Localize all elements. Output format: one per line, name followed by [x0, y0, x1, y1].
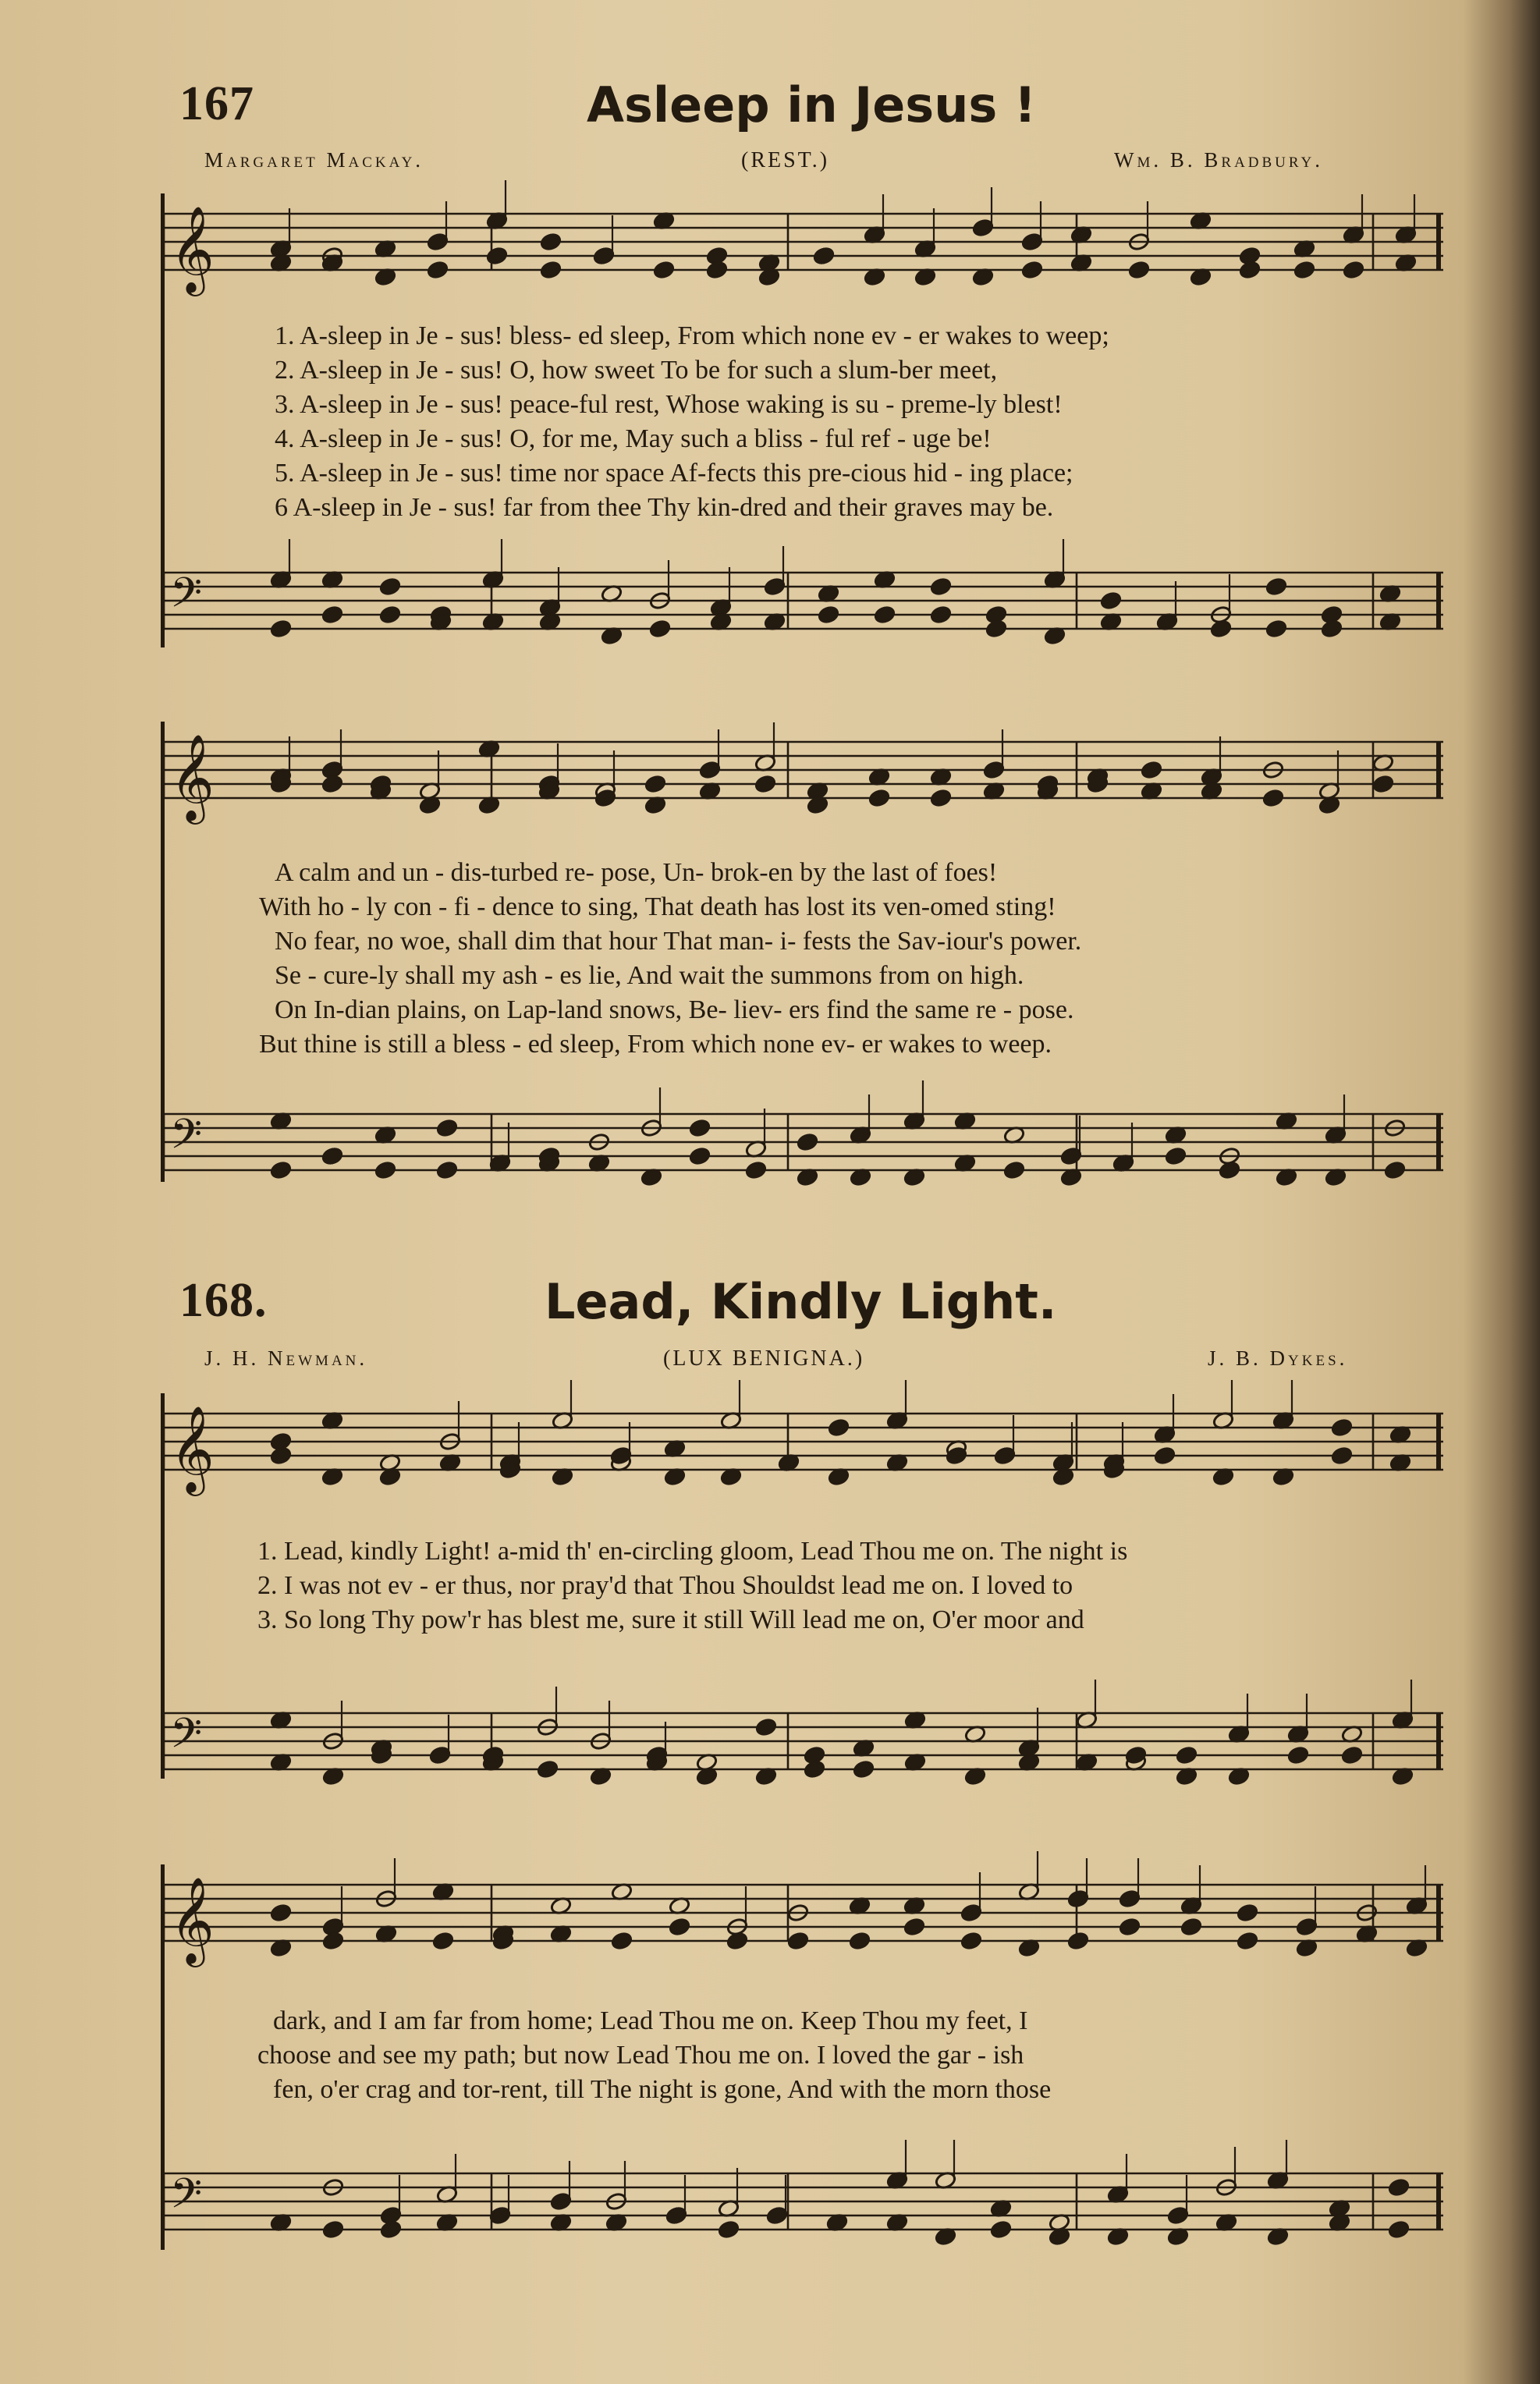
system-bracket: [161, 1864, 165, 2250]
note-head: [1021, 261, 1044, 280]
lyric-verse-5: On In-dian plains, on Lap-land snows, Be- liev- ers find the same re - pose.: [275, 995, 1074, 1024]
system-bracket: [161, 193, 165, 647]
hymn-tune: (LUX BENIGNA.): [663, 1346, 865, 1371]
note-head: [1237, 1903, 1259, 1923]
note-head: [874, 605, 896, 625]
lyric-verse-1: dark, and I am far from home; Lead Thou me on. Keep Thou my feet, I: [273, 2006, 1028, 2035]
note-head: [1372, 775, 1395, 794]
note-head: [380, 2220, 403, 2240]
note-head: [689, 1119, 711, 1138]
note-head: [1331, 1418, 1354, 1438]
note-head: [1003, 1161, 1026, 1180]
bass-clef-icon: 𝄢: [170, 1111, 203, 1169]
note-head: [540, 261, 562, 280]
note-head: [1210, 619, 1233, 639]
note-head: [321, 775, 344, 794]
note-head: [374, 1161, 397, 1180]
note-head: [270, 619, 293, 639]
note-head: [486, 247, 509, 266]
lyric-verse-2: 2. I was not ev - er thus, nor pray'd that Thou Shouldst lead me on. I loved to: [257, 1571, 1073, 1600]
treble-staff: [164, 205, 1443, 293]
note-head: [868, 789, 891, 808]
lyric-verse-2: 2. A-sleep in Je - sus! O, how sweet To be for such a slum-ber meet,: [275, 356, 998, 385]
bass-staff: [164, 1109, 1443, 1184]
note-head: [649, 619, 672, 639]
note-head: [427, 261, 449, 280]
note-head: [1287, 1746, 1310, 1765]
note-head: [930, 605, 953, 625]
note-head: [1321, 619, 1343, 639]
note-head: [436, 1161, 459, 1180]
hymn-composer: J. B. Dykes.: [1208, 1346, 1348, 1370]
note-head: [990, 2220, 1013, 2240]
hymn-composer: Wm. B. Bradbury.: [1114, 148, 1324, 172]
bass-clef-icon: 𝄢: [170, 1710, 203, 1768]
note-head: [1128, 261, 1151, 280]
treble-clef-icon: 𝄞: [170, 1405, 215, 1492]
note-head: [797, 1133, 819, 1152]
note-head: [828, 1418, 850, 1438]
lyric-verse-3: No fear, no woe, shall dim that hour That man- i- fests the Sav-iour's power.: [275, 927, 1082, 956]
system-bracket: [161, 1393, 165, 1779]
treble-clef-icon: 𝄞: [170, 733, 215, 821]
note-head: [379, 605, 402, 625]
note-head: [1265, 577, 1288, 597]
note-head: [1239, 261, 1261, 280]
note-head: [903, 1917, 926, 1937]
hymn-tune: (REST.): [741, 148, 830, 172]
note-head: [689, 1147, 711, 1166]
note-head: [813, 247, 836, 266]
note-head: [1341, 1746, 1364, 1765]
note-head: [745, 1161, 768, 1180]
bass-staff: [164, 2169, 1443, 2244]
lyric-verse-3: 3. So long Thy pow'r has blest me, sure it still Will lead me on, O'er moor and: [257, 1605, 1084, 1634]
system-bracket: [161, 722, 165, 1182]
note-head: [540, 232, 562, 252]
note-head: [1100, 591, 1123, 611]
hymn-number: 167: [179, 77, 254, 130]
bass-clef-icon: 𝄢: [170, 569, 203, 627]
lyric-verse-2: With ho - ly con - fi - dence to sing, That death has lost its ven-omed sting!: [259, 892, 1056, 921]
bass-clef-icon: 𝄢: [170, 2170, 203, 2228]
note-head: [1067, 1932, 1090, 1951]
note-head: [321, 605, 344, 625]
note-head: [1154, 1446, 1176, 1466]
lyric-verse-4: 4. A-sleep in Je - sus! O, for me, May such a bliss - ful ref - uge be!: [275, 424, 992, 453]
note-head: [853, 1760, 875, 1779]
note-head: [1388, 2220, 1410, 2240]
note-head: [653, 261, 676, 280]
hymn-author: Margaret Mackay.: [204, 148, 424, 172]
note-head: [754, 775, 777, 794]
lyric-verse-3: 3. A-sleep in Je - sus! peace-ful rest, Whose waking is su - preme-ly blest!: [275, 390, 1063, 419]
note-head: [1265, 619, 1288, 639]
note-head: [755, 1718, 778, 1737]
treble-clef-icon: 𝄞: [170, 1876, 215, 1964]
note-head: [1219, 1161, 1241, 1180]
note-head: [322, 2220, 345, 2240]
lyric-verse-1: 1. Lead, kindly Light! a-mid th' en-circling gloom, Lead Thou me on. The night is: [257, 1537, 1128, 1566]
note-head: [1343, 261, 1365, 280]
note-head: [1331, 1446, 1354, 1466]
note-head: [432, 1932, 455, 1951]
hymn-number: 168.: [179, 1274, 268, 1327]
bass-staff: [164, 1708, 1443, 1783]
note-head: [321, 1147, 344, 1166]
bass-staff: [164, 568, 1443, 643]
note-head: [1176, 1746, 1198, 1765]
note-head: [611, 1932, 633, 1951]
treble-clef-icon: 𝄞: [170, 205, 215, 293]
lyric-verse-2: choose and see my path; but now Lead Thou me on. I loved the gar - ish: [257, 2041, 1024, 2070]
lyric-verse-1: A calm and un - dis-turbed re- pose, Un- brok-en by the last of foes!: [275, 858, 998, 887]
note-head: [379, 577, 402, 597]
note-head: [1119, 1917, 1141, 1937]
note-head: [1262, 789, 1285, 808]
note-head: [1293, 261, 1316, 280]
note-head: [804, 1760, 826, 1779]
note-head: [644, 775, 667, 794]
note-head: [270, 1161, 293, 1180]
note-head: [930, 577, 953, 597]
note-head: [436, 1119, 459, 1138]
hymn-title: Lead, Kindly Light.: [545, 1273, 1057, 1330]
lyric-verse-4: Se - cure-ly shall my ash - es lie, And wait the summons from on high.: [275, 961, 1024, 990]
hymn-author: J. H. Newman.: [204, 1346, 368, 1370]
note-head: [1141, 761, 1163, 780]
hymn-title: Asleep in Jesus !: [587, 76, 1037, 133]
lyric-verse-5: 5. A-sleep in Je - sus! time nor space Af-fects this pre-cious hid - ing place;: [275, 459, 1073, 488]
treble-staff: [164, 733, 1443, 821]
note-head: [1165, 1147, 1187, 1166]
note-head: [960, 1932, 983, 1951]
treble-staff: [164, 1876, 1443, 1964]
note-head: [787, 1932, 810, 1951]
treble-staff: [164, 1405, 1443, 1492]
note-head: [270, 1903, 293, 1923]
note-head: [270, 1446, 293, 1466]
lyric-verse-6: 6 A-sleep in Je - sus! far from thee Thy kin-dred and their graves may be.: [275, 493, 1054, 522]
lyric-verse-3: fen, o'er crag and tor-rent, till The night is gone, And with the morn those: [273, 2075, 1052, 2104]
lyric-verse-6: But thine is still a bless - ed sleep, From which none ev- er wakes to weep.: [259, 1030, 1052, 1059]
note-head: [669, 1917, 691, 1937]
note-head: [818, 605, 840, 625]
note-head: [537, 1760, 559, 1779]
lyric-verse-1: 1. A-sleep in Je - sus! bless- ed sleep, From which none ev - er wakes to weep;: [275, 321, 1109, 350]
note-head: [849, 1932, 871, 1951]
note-head: [1384, 1161, 1407, 1180]
note-head: [985, 619, 1008, 639]
note-head: [1180, 1917, 1203, 1937]
note-head: [706, 261, 729, 280]
note-head: [1388, 2178, 1410, 2198]
note-head: [930, 789, 953, 808]
note-head: [718, 2220, 740, 2240]
note-head: [726, 1932, 749, 1951]
note-head: [322, 1932, 345, 1951]
note-head: [1237, 1932, 1259, 1951]
